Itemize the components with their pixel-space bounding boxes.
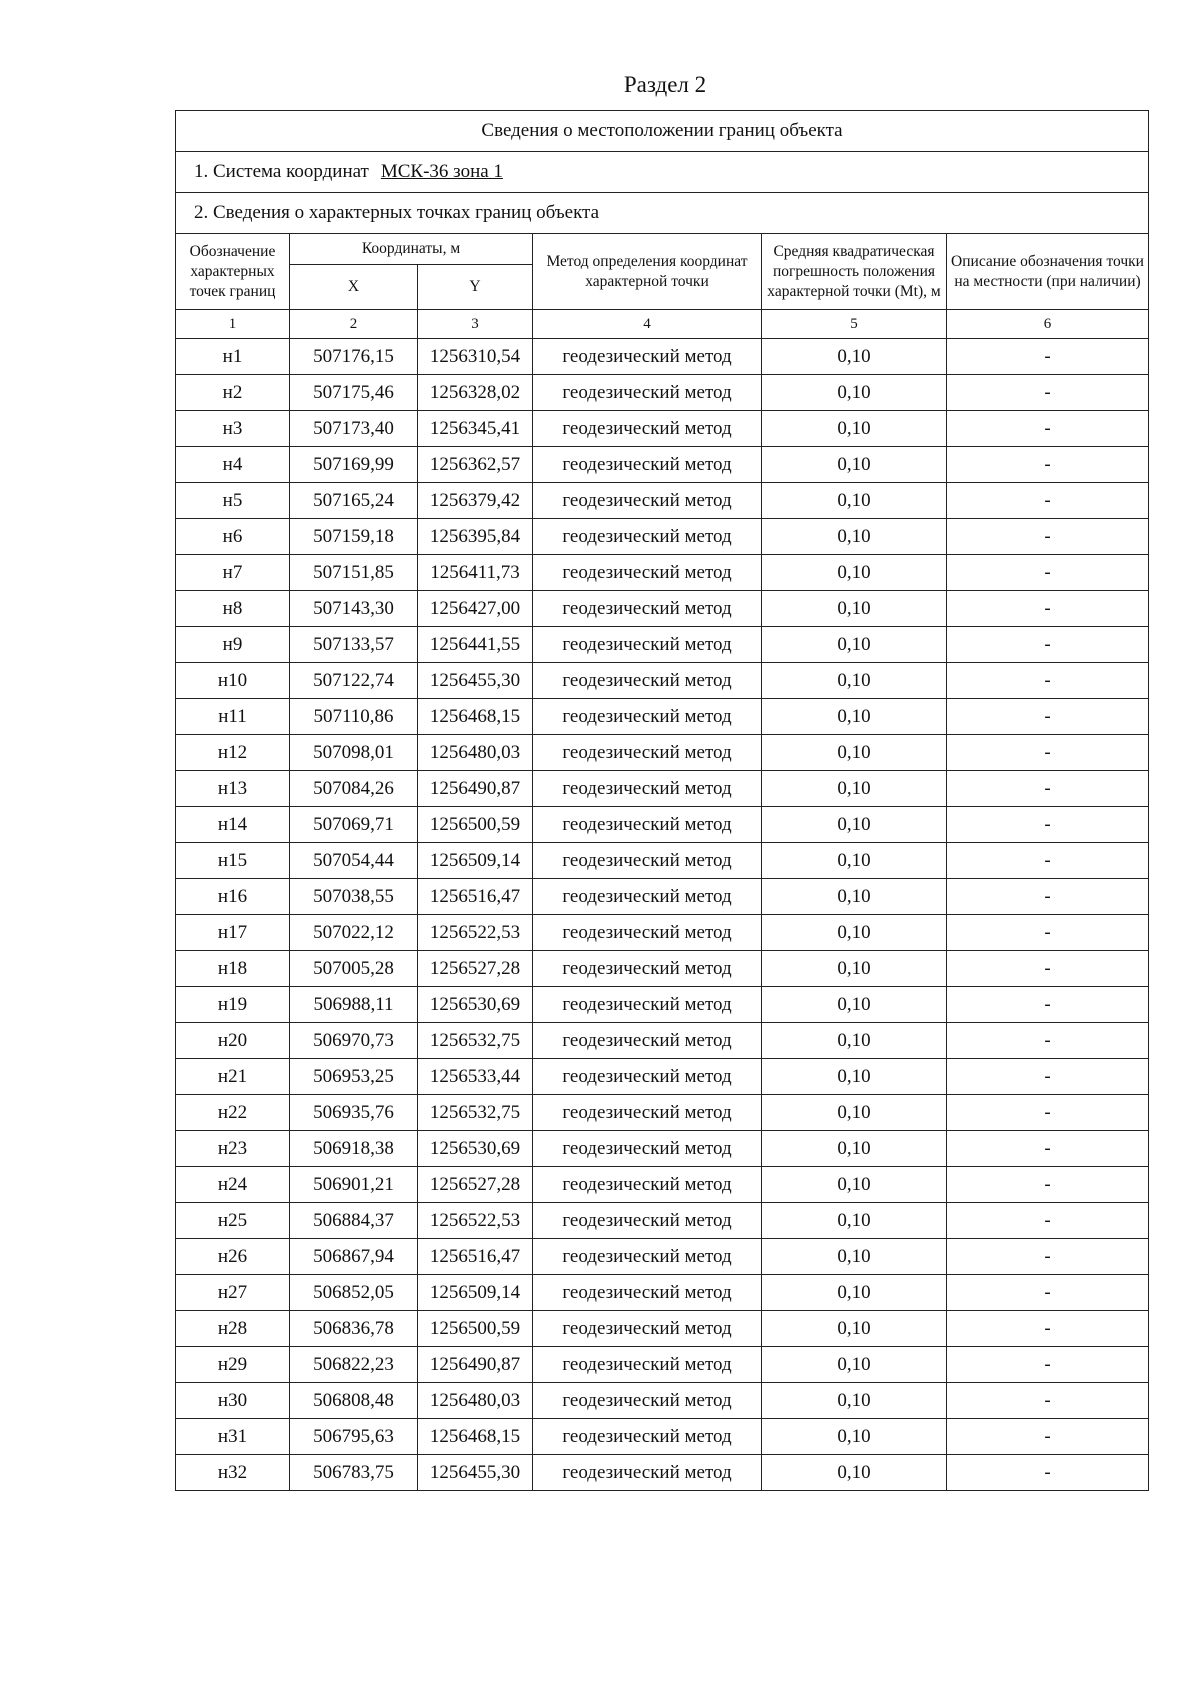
page-title: Раздел 2 [623,72,707,97]
error-cell: 0,10 [762,627,947,663]
desc-cell: - [947,1095,1149,1131]
desc-cell: - [947,735,1149,771]
method-cell: геодезический метод [533,987,762,1023]
desc-cell: - [947,699,1149,735]
point-cell: н22 [176,1095,290,1131]
point-cell: н19 [176,987,290,1023]
y-cell: 1256468,15 [418,1419,533,1455]
y-cell: 1256455,30 [418,663,533,699]
y-cell: 1256527,28 [418,1167,533,1203]
point-cell: н20 [176,1023,290,1059]
table-row [176,591,1149,627]
desc-cell: - [947,1203,1149,1239]
x-cell: 507084,26 [290,771,418,807]
y-cell: 1256441,55 [418,627,533,663]
table-row [176,1311,1149,1347]
method-cell: геодезический метод [533,771,762,807]
point-cell: н4 [176,447,290,483]
section-title-row [176,111,1149,152]
method-cell: геодезический метод [533,1023,762,1059]
table-row [176,411,1149,447]
y-cell: 1256530,69 [418,1131,533,1167]
desc-cell: - [947,1347,1149,1383]
point-cell: н2 [176,375,290,411]
point-cell: н32 [176,1455,290,1491]
x-cell: 507175,46 [290,375,418,411]
desc-cell: - [947,1383,1149,1419]
table-row [176,483,1149,519]
desc-cell: - [947,807,1149,843]
table-row [176,1347,1149,1383]
points-title-row [176,193,1149,234]
method-cell: геодезический метод [533,879,762,915]
method-cell: геодезический метод [533,519,762,555]
method-cell: геодезический метод [533,735,762,771]
y-cell: 1256379,42 [418,483,533,519]
table-row [176,987,1149,1023]
x-cell: 507173,40 [290,411,418,447]
x-cell: 507169,99 [290,447,418,483]
desc-cell: - [947,1275,1149,1311]
x-cell: 507176,15 [290,339,418,375]
table-row [176,1059,1149,1095]
table-row [176,519,1149,555]
y-cell: 1256516,47 [418,879,533,915]
error-cell: 0,10 [762,915,947,951]
error-cell: 0,10 [762,771,947,807]
desc-cell: - [947,375,1149,411]
error-cell: 0,10 [762,663,947,699]
table-row [176,555,1149,591]
desc-cell: - [947,879,1149,915]
point-cell: н28 [176,1311,290,1347]
x-cell: 507159,18 [290,519,418,555]
point-cell: н11 [176,699,290,735]
method-cell: геодезический метод [533,447,762,483]
method-cell: геодезический метод [533,1383,762,1419]
error-cell: 0,10 [762,375,947,411]
column-number: 2 [290,310,418,339]
table-row [176,1383,1149,1419]
method-cell: геодезический метод [533,915,762,951]
desc-cell: - [947,447,1149,483]
column-number: 6 [947,310,1149,339]
y-cell: 1256533,44 [418,1059,533,1095]
point-cell: н9 [176,627,290,663]
point-cell: н13 [176,771,290,807]
error-cell: 0,10 [762,591,947,627]
table-row [176,915,1149,951]
x-cell: 507110,86 [290,699,418,735]
x-cell: 507022,12 [290,915,418,951]
boundary-points-table [175,110,1149,1491]
y-cell: 1256480,03 [418,735,533,771]
y-cell: 1256532,75 [418,1023,533,1059]
table-row [176,1131,1149,1167]
method-cell: геодезический метод [533,555,762,591]
x-cell: 506901,21 [290,1167,418,1203]
table-row [176,663,1149,699]
point-cell: н5 [176,483,290,519]
table-row [176,375,1149,411]
error-cell: 0,10 [762,843,947,879]
table-row [176,1275,1149,1311]
method-cell: геодезический метод [533,1419,762,1455]
y-cell: 1256328,02 [418,375,533,411]
x-cell: 507151,85 [290,555,418,591]
method-cell: геодезический метод [533,663,762,699]
y-cell: 1256395,84 [418,519,533,555]
desc-cell: - [947,411,1149,447]
method-cell: геодезический метод [533,375,762,411]
point-cell: н27 [176,1275,290,1311]
desc-cell: - [947,591,1149,627]
x-cell: 507143,30 [290,591,418,627]
desc-cell: - [947,663,1149,699]
method-cell: геодезический метод [533,699,762,735]
method-cell: геодезический метод [533,1311,762,1347]
desc-cell: - [947,1455,1149,1491]
table-row [176,1239,1149,1275]
y-cell: 1256509,14 [418,1275,533,1311]
crs-label: 1. Система координат [194,161,369,182]
method-cell: геодезический метод [533,951,762,987]
point-cell: н16 [176,879,290,915]
table-row [176,735,1149,771]
point-cell: н21 [176,1059,290,1095]
x-cell: 506935,76 [290,1095,418,1131]
error-cell: 0,10 [762,951,947,987]
x-cell: 507054,44 [290,843,418,879]
point-cell: н18 [176,951,290,987]
method-cell: геодезический метод [533,411,762,447]
table-row [176,699,1149,735]
method-cell: геодезический метод [533,339,762,375]
table-row [176,843,1149,879]
desc-cell: - [947,915,1149,951]
column-number: 3 [418,310,533,339]
x-cell: 507098,01 [290,735,418,771]
table-row [176,1095,1149,1131]
header-desc: Описание обозначения точки на местности (при наличии) [947,234,1149,310]
points-title: 2. Сведения о характерных точках границ объекта [176,193,1149,234]
desc-cell: - [947,1239,1149,1275]
point-cell: н15 [176,843,290,879]
error-cell: 0,10 [762,699,947,735]
point-cell: н31 [176,1419,290,1455]
method-cell: геодезический метод [533,1275,762,1311]
table-row [176,951,1149,987]
desc-cell: - [947,483,1149,519]
desc-cell: - [947,339,1149,375]
x-cell: 506808,48 [290,1383,418,1419]
point-cell: н10 [176,663,290,699]
error-cell: 0,10 [762,1059,947,1095]
y-cell: 1256530,69 [418,987,533,1023]
error-cell: 0,10 [762,483,947,519]
x-cell: 507038,55 [290,879,418,915]
x-cell: 506988,11 [290,987,418,1023]
column-numbers-row [176,310,1149,339]
error-cell: 0,10 [762,1131,947,1167]
header-method: Метод определения координат характерной точки [533,234,762,310]
desc-cell: - [947,951,1149,987]
desc-cell: - [947,1131,1149,1167]
table-row [176,879,1149,915]
x-cell: 506918,38 [290,1131,418,1167]
desc-cell: - [947,771,1149,807]
desc-cell: - [947,1167,1149,1203]
x-cell: 506852,05 [290,1275,418,1311]
error-cell: 0,10 [762,1275,947,1311]
y-cell: 1256500,59 [418,1311,533,1347]
error-cell: 0,10 [762,735,947,771]
error-cell: 0,10 [762,447,947,483]
y-cell: 1256468,15 [418,699,533,735]
desc-cell: - [947,1023,1149,1059]
method-cell: геодезический метод [533,627,762,663]
table-row [176,1203,1149,1239]
y-cell: 1256480,03 [418,1383,533,1419]
table-row [176,1455,1149,1491]
error-cell: 0,10 [762,1347,947,1383]
x-cell: 506953,25 [290,1059,418,1095]
desc-cell: - [947,1419,1149,1455]
error-cell: 0,10 [762,879,947,915]
y-cell: 1256516,47 [418,1239,533,1275]
point-cell: н24 [176,1167,290,1203]
error-cell: 0,10 [762,1167,947,1203]
error-cell: 0,10 [762,1023,947,1059]
error-cell: 0,10 [762,807,947,843]
method-cell: геодезический метод [533,1347,762,1383]
point-cell: н30 [176,1383,290,1419]
error-cell: 0,10 [762,1239,947,1275]
crs-row [176,152,1149,193]
x-cell: 507165,24 [290,483,418,519]
y-cell: 1256509,14 [418,843,533,879]
crs-cell [176,152,1149,193]
error-cell: 0,10 [762,519,947,555]
y-cell: 1256427,00 [418,591,533,627]
method-cell: геодезический метод [533,1203,762,1239]
header-coords: Координаты, м [290,234,533,265]
method-cell: геодезический метод [533,1131,762,1167]
point-cell: н25 [176,1203,290,1239]
table-row [176,807,1149,843]
table-row [176,771,1149,807]
error-cell: 0,10 [762,1383,947,1419]
method-cell: геодезический метод [533,1059,762,1095]
error-cell: 0,10 [762,1095,947,1131]
y-cell: 1256455,30 [418,1455,533,1491]
y-cell: 1256500,59 [418,807,533,843]
header-error: Средняя квадратическая погрешность положения характерной точки (Mt), м [762,234,947,310]
error-cell: 0,10 [762,1203,947,1239]
point-cell: н29 [176,1347,290,1383]
x-cell: 506795,63 [290,1419,418,1455]
desc-cell: - [947,627,1149,663]
error-cell: 0,10 [762,1455,947,1491]
desc-cell: - [947,519,1149,555]
y-cell: 1256362,57 [418,447,533,483]
method-cell: геодезический метод [533,1095,762,1131]
y-cell: 1256532,75 [418,1095,533,1131]
method-cell: геодезический метод [533,1455,762,1491]
y-cell: 1256490,87 [418,1347,533,1383]
method-cell: геодезический метод [533,843,762,879]
error-cell: 0,10 [762,411,947,447]
table-row [176,1419,1149,1455]
method-cell: геодезический метод [533,483,762,519]
table-row [176,1023,1149,1059]
point-cell: н3 [176,411,290,447]
error-cell: 0,10 [762,1419,947,1455]
y-cell: 1256411,73 [418,555,533,591]
error-cell: 0,10 [762,1311,947,1347]
method-cell: геодезический метод [533,1167,762,1203]
header-x: X [290,265,418,310]
section-title: Сведения о местоположении границ объекта [176,111,1149,152]
y-cell: 1256522,53 [418,1203,533,1239]
y-cell: 1256310,54 [418,339,533,375]
y-cell: 1256490,87 [418,771,533,807]
y-cell: 1256345,41 [418,411,533,447]
desc-cell: - [947,843,1149,879]
error-cell: 0,10 [762,987,947,1023]
x-cell: 507005,28 [290,951,418,987]
error-cell: 0,10 [762,555,947,591]
point-cell: н1 [176,339,290,375]
column-number: 4 [533,310,762,339]
method-cell: геодезический метод [533,1239,762,1275]
column-number: 5 [762,310,947,339]
y-cell: 1256527,28 [418,951,533,987]
point-cell: н7 [176,555,290,591]
x-cell: 506884,37 [290,1203,418,1239]
desc-cell: - [947,1059,1149,1095]
column-number: 1 [176,310,290,339]
point-cell: н26 [176,1239,290,1275]
y-cell: 1256522,53 [418,915,533,951]
table-row [176,627,1149,663]
desc-cell: - [947,555,1149,591]
table-row [176,1167,1149,1203]
x-cell: 507069,71 [290,807,418,843]
point-cell: н23 [176,1131,290,1167]
point-cell: н6 [176,519,290,555]
x-cell: 506970,73 [290,1023,418,1059]
header-point: Обозначение характерных точек границ [176,234,290,310]
point-cell: н12 [176,735,290,771]
point-cell: н8 [176,591,290,627]
error-cell: 0,10 [762,339,947,375]
method-cell: геодезический метод [533,807,762,843]
x-cell: 507133,57 [290,627,418,663]
x-cell: 506783,75 [290,1455,418,1491]
header-row-1 [176,234,1149,265]
x-cell: 506867,94 [290,1239,418,1275]
point-cell: н14 [176,807,290,843]
x-cell: 507122,74 [290,663,418,699]
desc-cell: - [947,1311,1149,1347]
x-cell: 506836,78 [290,1311,418,1347]
table-row [176,447,1149,483]
point-cell: н17 [176,915,290,951]
x-cell: 506822,23 [290,1347,418,1383]
crs-value: МСК-36 зона 1 [380,161,503,182]
table-row [176,339,1149,375]
method-cell: геодезический метод [533,591,762,627]
header-y: Y [418,265,533,310]
desc-cell: - [947,987,1149,1023]
